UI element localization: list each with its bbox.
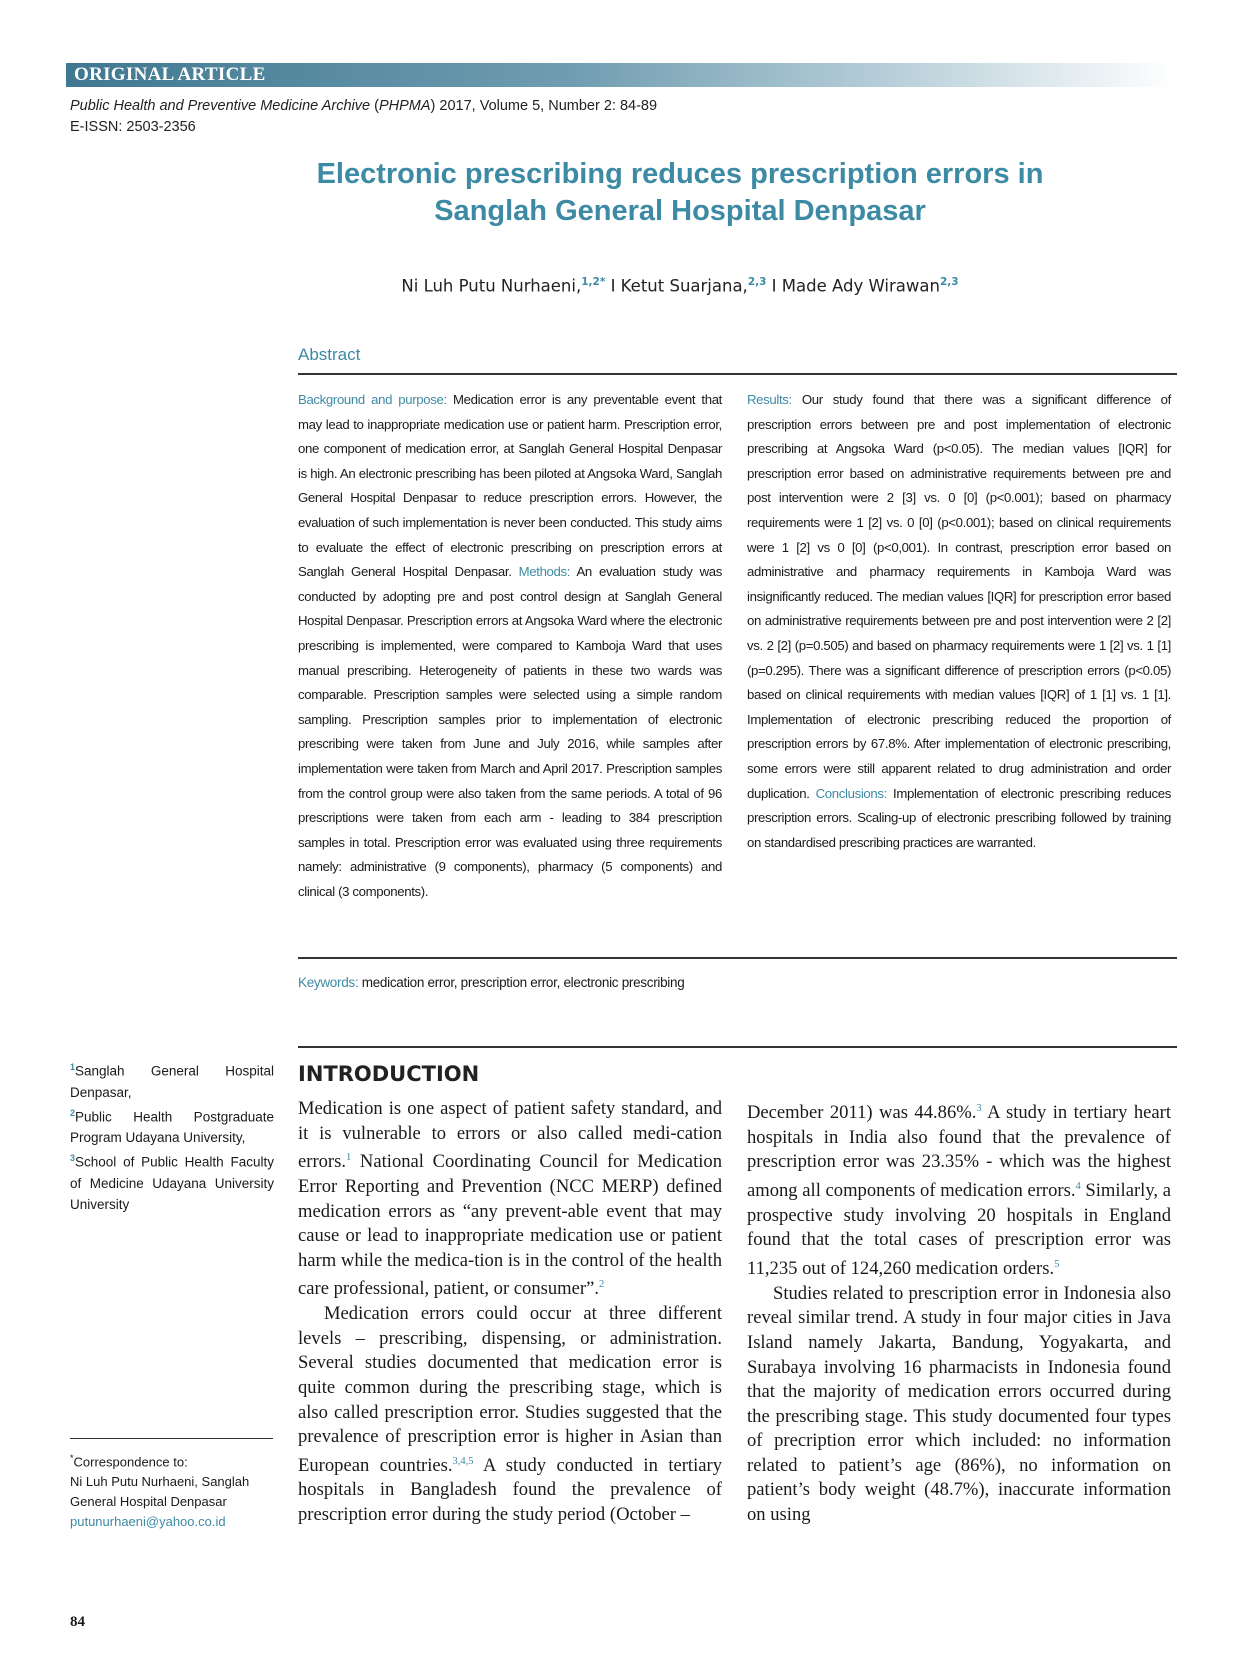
- conclusions-label: Conclusions:: [815, 785, 887, 801]
- citation-ref: 4: [1075, 1180, 1081, 1192]
- correspondence-email[interactable]: putunurhaeni@yahoo.co.id: [70, 1514, 226, 1530]
- keywords-label: Keywords:: [298, 975, 359, 990]
- citation-ref: 2: [599, 1279, 605, 1291]
- correspondence: *Correspondence to: Ni Luh Putu Nurhaeni, Sanglah General Hospital Denpasar putunurhaeni@yahoo.co.id: [70, 1448, 274, 1532]
- citation-ref: 1: [346, 1152, 352, 1164]
- title-line-2: Sanglah General Hospital Denpasar: [434, 195, 926, 227]
- correspondence-rule: [70, 1438, 273, 1439]
- eissn: E-ISSN: 2503-2356: [70, 119, 196, 135]
- journal-abbr: PHPMA: [378, 98, 431, 114]
- author-affiliation-sup: 1,2*: [581, 276, 606, 288]
- affiliation-item: $^3$School of Public Health Faculty of Medicine Udayana University University: [70, 1153, 274, 1212]
- intro-paragraph-2-part: Medication errors could occur at three different levels – prescribing, dispensing, or administration. Several studies documented that medication error is quite common during the prescribing stage, which is also called prescription error. Studies suggested that the prevalence of prescription error is higher in Asian than European countries.$^{3,4,5}$ A study conducted in tertiary hospitals in Bangladesh found the prevalence of prescription error during the study period (October –: [298, 1303, 722, 1526]
- correspondence-label: Correspondence to:: [73, 1454, 188, 1470]
- section-label: ORIGINAL ARTICLE: [74, 64, 266, 85]
- background-label: Background and purpose:: [298, 392, 447, 407]
- abstract-bottom-rule: [298, 957, 1177, 959]
- intro-paragraph-3: Studies related to prescription error in Indonesia also reveal similar trend. A study in four major cities in Java Island namely Jakarta, Bandung, Yogyakarta, and Surabaya involving 16 pharmacists in Indonesia found that the majority of medication errors occurred during the prescribing stage. This study documented four types of precription error which included: no information related to patient’s age (86%), no information on patient’s body weight (48.7%), inaccurate information on using: [747, 1282, 1171, 1526]
- intro-paragraph-1: Medication is one aspect of patient safety standard, and it is vulnerable to errors or also called medi-cation errors.$^1$ National Coordinating Council for Medication Error Reporting and Prevention (NCC MERP) defined medication errors as “any prevent-able event that may cause or lead to inappropriate medication use or patient harm while the medica-tion is in the control of the health care professional, patient, or consumer”.$^2$: [298, 1098, 722, 1300]
- citation-ref: 3,4,5: [452, 1455, 474, 1467]
- author-name: I Made Ady Wirawan: [771, 276, 940, 296]
- conclusions-text: Implementation of electronic prescribing reduces prescription errors. Scaling-up of electronic prescribing followed by training on standardised prescribing practices are warranted.: [747, 785, 1171, 850]
- article-title: [280, 156, 1080, 230]
- author-affiliation-sup: 2,3: [939, 276, 959, 288]
- methods-text: An evaluation study was conducted by adopting pre and post control design at Sanglah General Hospital Denpasar. Prescription errors at Angsoka Ward where the electronic prescribing is implemented, were compared to Kamboja Ward that uses manual prescribing. Heterogeneity of patients in these two wards was comparable. Prescription samples were selected using a simple random sampling. Prescription samples prior to implementation of electronic prescribing were taken from June and July 2016, while samples after implementation were taken from March and April 2017. Prescription samples from the control group were also taken from the same periods. A total of 96 prescriptions were taken from each arm - leading to 384 prescription samples in total. Prescription error was evaluated using three requirements namely: administrative (9 components), pharmacy (5 components) and clinical (3 components).: [298, 564, 722, 899]
- keywords: [298, 975, 684, 990]
- correspondence-name: Ni Luh Putu Nurhaeni, Sanglah General Hospital Denpasar: [70, 1474, 250, 1510]
- journal-citation: Public Health and Preventive Medicine Archive (PHPMA) 2017, Volume 5, Number 2: 84-89: [70, 98, 658, 114]
- author-list: [280, 276, 1080, 296]
- author-name: I Ketut Suarjana,: [610, 276, 748, 296]
- intro-paragraph-2: December 2011) was 44.86%.$^3$ A study in tertiary heart hospitals in India also found that the prevalence of prescription error was 23.35% - which was the highest among all components of medication errors.$^4$ Similarly, a prospective study involving 20 hospitals in England found that the total cases of prescription error was 11,235 out of 124,260 medication orders.$^5$: [747, 1102, 1171, 1280]
- section-banner: [66, 63, 1176, 87]
- page-number: 84: [70, 1614, 85, 1630]
- abstract-heading: Abstract: [298, 345, 361, 364]
- citation-ref: 3: [976, 1103, 982, 1114]
- affiliation-item: $^1$Sanglah General Hospital Denpasar,: [70, 1062, 274, 1100]
- keywords-text: medication error, prescription error, electronic prescribing: [361, 975, 685, 990]
- author-name: Ni Luh Putu Nurhaeni,: [401, 276, 582, 296]
- abstract-top-rule: [298, 373, 1177, 375]
- intro-right-column: [747, 1097, 1171, 1533]
- abstract-left-column: [298, 388, 722, 904]
- abstract-right-column: [747, 388, 1171, 855]
- title-line-1: Electronic prescribing reduces prescription errors in: [316, 158, 1044, 190]
- results-text: Our study found that there was a significant difference of prescription errors between pre and post implementation of electronic prescribing at Angsoka Ward (p<0.05). The median values [IQR] for prescription error based on administrative requirements between pre and post intervention were 2 [3] vs. 0 [0] (p<0.001); based on pharmacy requirements were 1 [2] vs. 0 [0] (p<0.001); based on clinical requirements were 1 [2] vs 0 [0] (p<0,001). In contrast, prescription error based on administrative and pharmacy requirements in Kamboja Ward was insignificantly reduced. The median values [IQR] for prescription error based on administrative requirements between pre and post intervention were 2 [2] vs. 2 [2] (p=0.505) and based on pharmacy requirements were 1 [2] vs. 1 [1] (p=0.295). There was a significant difference of prescription errors (p<0.05) based on clinical requirements with median values [IQR] of 1 [1] vs. 1 [1]. Implementation of electronic prescribing reduced the proportion of prescription errors by 67.8%. After implementation of electronic prescribing, some errors were still apparent related to drug administration and order duplication.: [747, 392, 1171, 801]
- journal-issue: 2017, Volume 5, Number 2: 84-89: [439, 98, 658, 114]
- citation-ref: 5: [1054, 1258, 1060, 1270]
- author-affiliation-sup: 2,3: [747, 276, 767, 288]
- journal-name: Public Health and Preventive Medicine Archive: [70, 98, 371, 114]
- affiliations: [70, 1057, 274, 1215]
- introduction-heading: INTRODUCTION: [298, 1062, 480, 1086]
- affiliation-item: $^2$Public Health Postgraduate Program Udayana University,: [70, 1107, 274, 1145]
- results-label: Results:: [747, 392, 792, 407]
- intro-top-rule: [298, 1046, 1177, 1048]
- background-text: Medication error is any preventable event that may lead to inappropriate medication use or patient harm. Prescription error, one component of medication error, at Sanglah General Hospital Denpasar is high. An electronic prescribing has been piloted at Angsoka Ward, Sanglah General Hospital Denpasar to reduce prescription errors. However, the evaluation of such implementation is never been conducted. This study aims to evaluate the effect of electronic prescribing on prescription errors at Sanglah General Hospital Denpasar.: [298, 392, 722, 580]
- methods-label: Methods:: [518, 564, 571, 580]
- intro-left-column: [298, 1097, 722, 1533]
